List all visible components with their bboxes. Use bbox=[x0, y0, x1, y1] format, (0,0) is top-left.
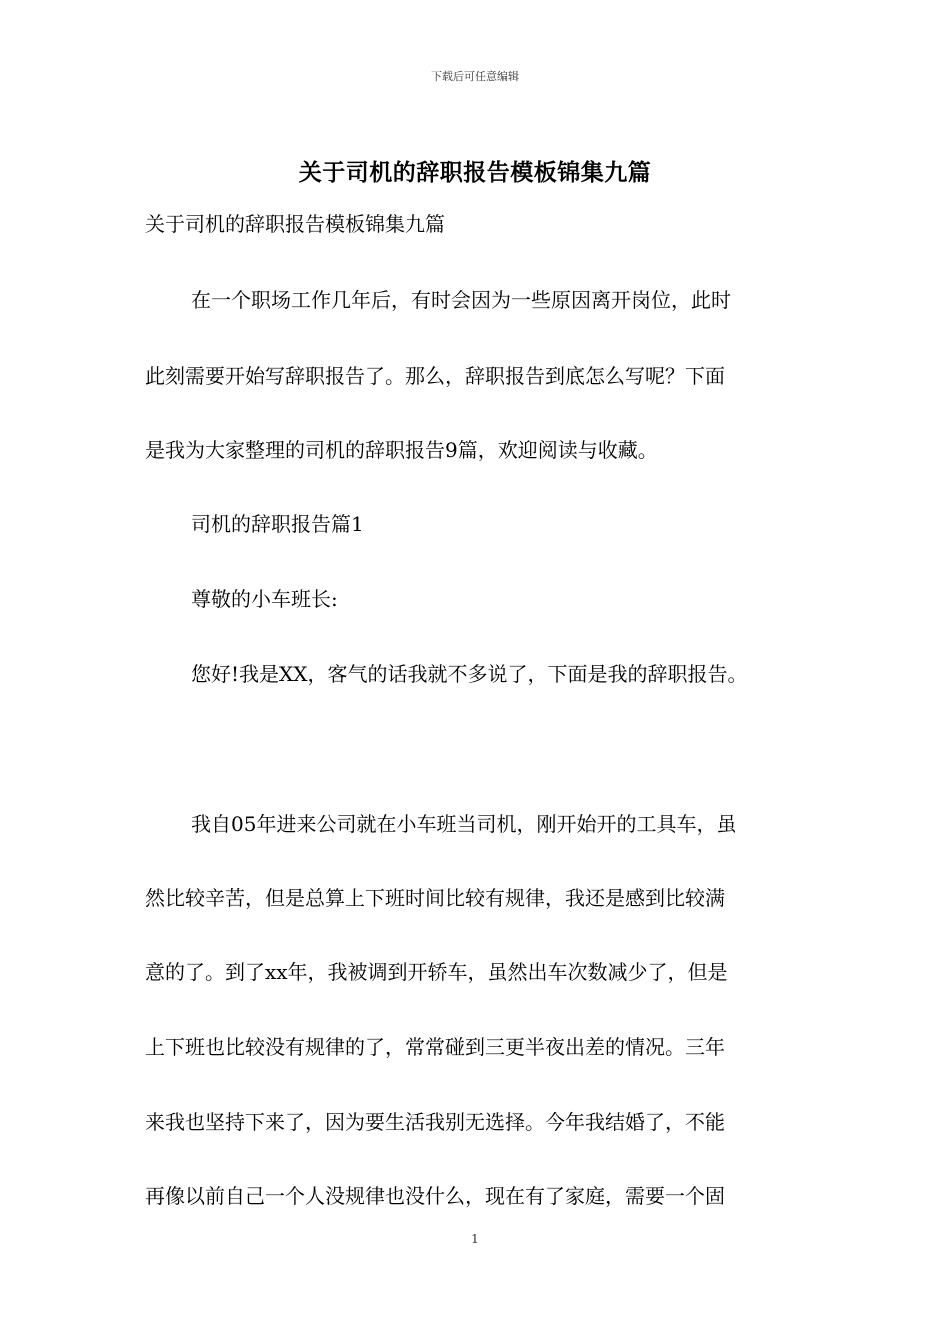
page-header-note: 下载后可任意编辑 bbox=[431, 70, 519, 83]
body-line-intro-2: 此刻需要开始写辞职报告了。那么，辞职报告到底怎么写呢？下面 bbox=[145, 364, 725, 388]
body-line-p1-2: 然比较辛苦，但是总算上下班时间比较有规律，我还是感到比较满 bbox=[145, 886, 725, 910]
body-line-intro-3: 是我为大家整理的司机的辞职报告9篇，欢迎阅读与收藏。 bbox=[145, 438, 658, 462]
page-number: 1 bbox=[471, 1232, 479, 1246]
body-line-intro-1: 在一个职场工作几年后，有时会因为一些原因离开岗位，此时 bbox=[191, 288, 731, 312]
body-line-subtitle: 关于司机的辞职报告模板锦集九篇 bbox=[145, 212, 445, 236]
document-title: 关于司机的辞职报告模板锦集九篇 bbox=[298, 159, 652, 186]
greeting-line: 您好!我是XX，客气的话我就不多说了，下面是我的辞职报告。 bbox=[191, 662, 748, 686]
section-heading-1: 司机的辞职报告篇1 bbox=[191, 512, 364, 536]
body-line-p1-5: 来我也坚持下来了，因为要生活我别无选择。今年我结婚了，不能 bbox=[145, 1110, 725, 1134]
body-line-p1-4: 上下班也比较没有规律的了，常常碰到三更半夜出差的情况。三年 bbox=[145, 1035, 725, 1059]
salutation: 尊敬的小车班长: bbox=[191, 587, 338, 611]
body-line-p1-1: 我自05年进来公司就在小车班当司机，刚开始开的工具车，虽 bbox=[191, 812, 737, 836]
body-line-p1-3: 意的了。到了xx年，我被调到开轿车，虽然出车次数减少了，但是 bbox=[145, 960, 728, 984]
body-line-p1-6: 再像以前自己一个人没规律也没什么，现在有了家庭，需要一个固 bbox=[145, 1184, 725, 1208]
